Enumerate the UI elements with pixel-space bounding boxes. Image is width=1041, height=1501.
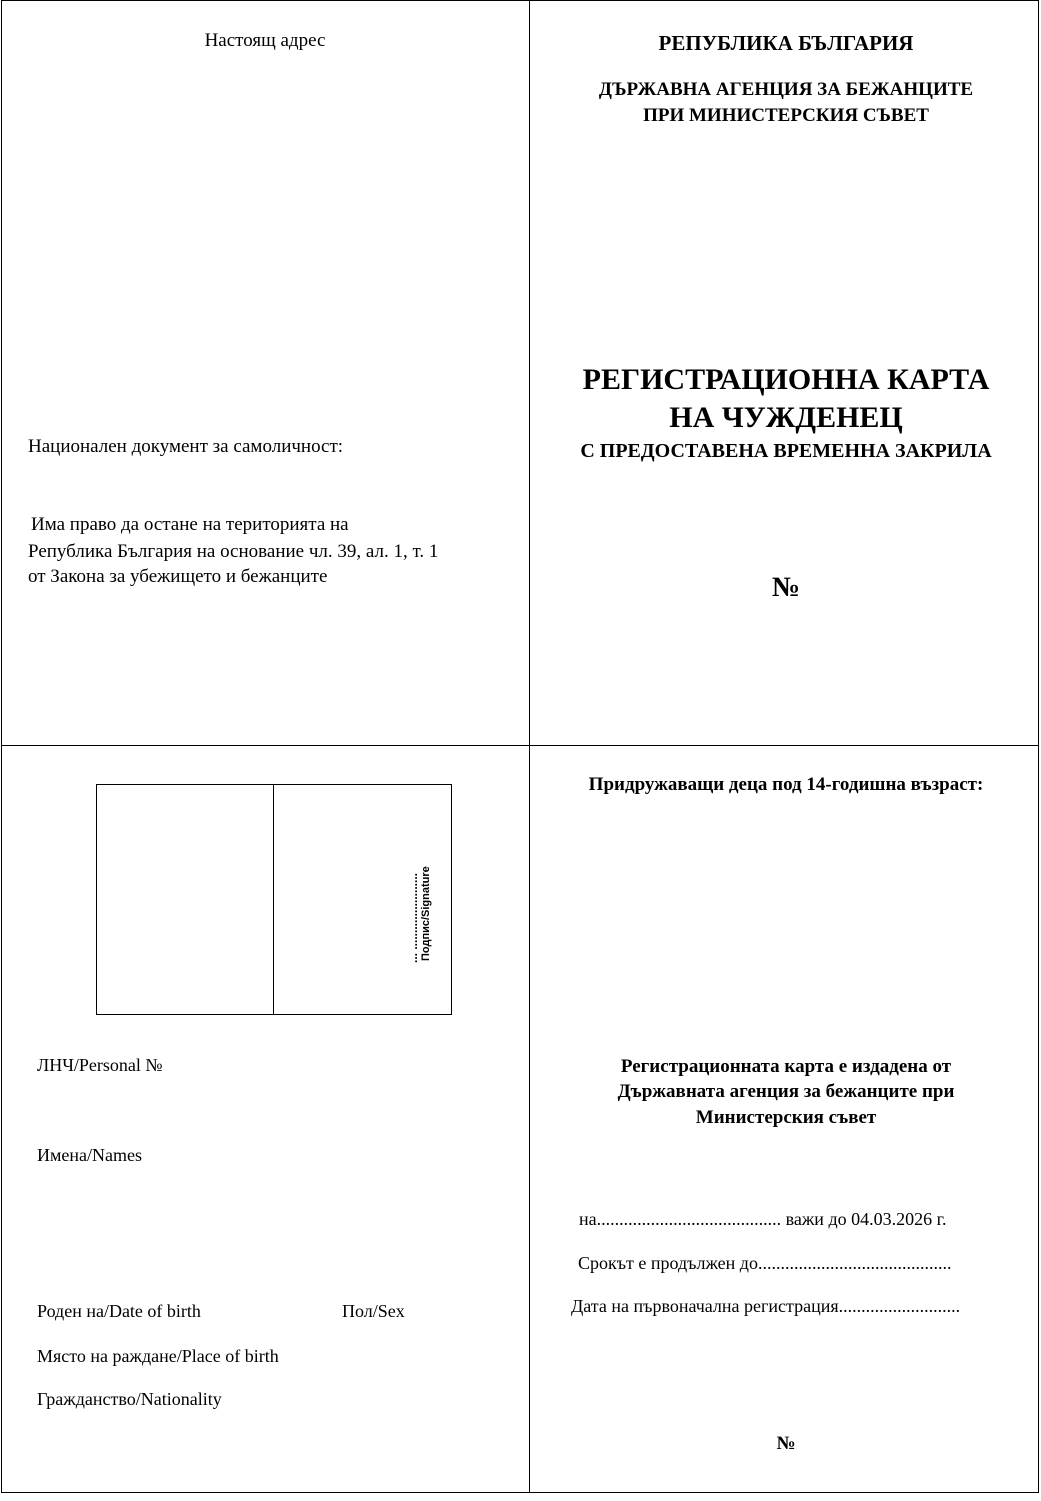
right-to-stay-line-2: Република България на основание чл. 39, ал. 1, т. 1 xyxy=(28,541,439,562)
agency-heading-line-2: ПРИ МИНИСТЕРСКИЯ СЪВЕТ xyxy=(643,105,929,126)
issued-by-line-2: Държавната агенция за бежанците при xyxy=(617,1081,955,1102)
issued-by-line-1: Регистрационната карта е издадена от xyxy=(620,1056,952,1077)
signature-label: Подпис/Signature xyxy=(420,866,432,961)
signature-dots: ... ....................... xyxy=(406,872,420,963)
horizontal-divider xyxy=(1,745,1039,746)
accompanying-children-label: Придружаващи деца под 14-годишна възраст: xyxy=(588,774,984,795)
signature-field xyxy=(406,831,436,963)
photo-signature-divider xyxy=(273,784,274,1015)
place-of-birth-label: Място на раждане/Place of birth xyxy=(37,1346,279,1366)
personal-number-label: ЛНЧ/Personal № xyxy=(37,1055,163,1075)
agency-heading-line-1: ДЪРЖАВНА АГЕНЦИЯ ЗА БЕЖАНЦИТЕ xyxy=(598,79,974,100)
card-number-sign: № xyxy=(771,572,801,603)
republic-heading: РЕПУБЛИКА БЪЛГАРИЯ xyxy=(658,31,914,55)
issued-on-valid-until: на......................................... важи до 04.03.2026 г. xyxy=(579,1209,947,1229)
card-title-line-1: РЕГИСТРАЦИОННА КАРТА xyxy=(582,363,990,396)
extended-until: Срокът е продължен до........................................... xyxy=(578,1253,952,1273)
current-address-label: Настоящ адрес xyxy=(204,30,326,51)
vertical-divider xyxy=(529,0,530,1493)
signature-rotated-text xyxy=(406,831,436,963)
nationality-label: Гражданство/Nationality xyxy=(37,1389,222,1409)
card-title-line-2: НА ЧУЖДЕНЕЦ xyxy=(669,401,903,434)
sex-label: Пол/Sex xyxy=(342,1301,405,1321)
card-subtitle: С ПРЕДОСТАВЕНА ВРЕМЕННА ЗАКРИЛА xyxy=(580,440,992,462)
issued-by-line-3: Министерския съвет xyxy=(695,1107,877,1128)
first-registration-date: Дата на първоначална регистрация........................... xyxy=(571,1296,961,1316)
names-label: Имена/Names xyxy=(37,1145,142,1165)
right-to-stay-line-3: от Закона за убежището и бежанците xyxy=(28,566,328,587)
right-to-stay-line-1: Има право да остане на територията на xyxy=(31,514,349,535)
issued-number-sign: № xyxy=(776,1433,796,1454)
photo-signature-box xyxy=(96,784,452,1015)
date-of-birth-label: Роден на/Date of birth xyxy=(37,1301,201,1321)
national-id-label: Национален документ за самоличност: xyxy=(28,436,344,457)
